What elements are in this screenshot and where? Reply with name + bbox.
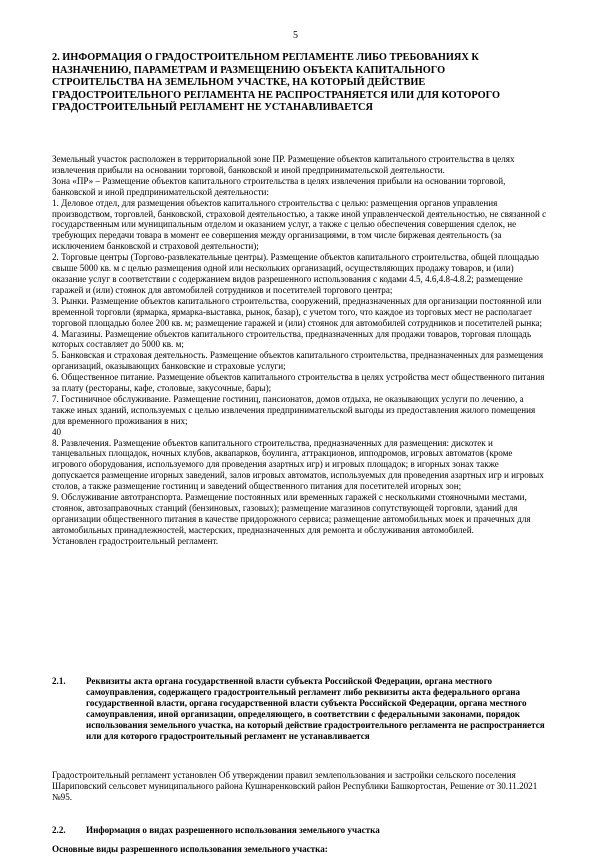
body-paragraph: 40 bbox=[52, 426, 62, 437]
subsection-2-1-body: Градостроительный регламент установлен Об утверждении правил землепользования и застройки сельского поселения Шариповский сельсовет муниципального района Кушнаренковский район Республики Башкортостан, Решение от 30.11.2021 №95. bbox=[52, 770, 538, 802]
body-paragraph: 4. Магазины. Размещение объектов капитального строительства, предназначенных для продажи товаров, торговая площадь которых составляет до 5000 кв. м; bbox=[52, 328, 532, 350]
body-paragraph: 5. Банковская и страховая деятельность. Размещение объектов капитального строительства, предназначенных для размещения организаций, оказывающих банковские и страховые услуги; bbox=[52, 350, 544, 372]
section-body bbox=[52, 154, 547, 547]
body-paragraph: 7. Гостиничное обслуживание. Размещение гостиниц, пансионатов, домов отдыха, не оказывающих услуги по лечению, а также иных зданий, используемых с целью извлечения предпринимательской выгоды из предоставления жилого помещения для временного проживания в них; bbox=[52, 393, 536, 426]
body-paragraph: Установлен градостроительный регламент. bbox=[52, 535, 219, 546]
subsection-number: 2.2. bbox=[52, 825, 66, 835]
subsection-title: Реквизиты акта органа государственной власти субъекта Российской Федерации, органа местного самоуправления, содержащего градостроительный регламент либо реквизиты акта федерального органа государственной власти, органа государственной власти субъекта Российской Федерации, органа местного самоуправления, иной организации, определяющего, в соответствии с федеральными законами, порядок использования земельного участка, на который действие градостроительного регламента не распространяется или для которого градостроительный регламент не устанавливается bbox=[86, 676, 545, 741]
page-number: 5 bbox=[293, 30, 298, 41]
main-uses-heading: Основные виды разрешенного использования земельного участка: bbox=[52, 844, 328, 854]
subsection-number: 2.1. bbox=[52, 676, 66, 686]
body-paragraph: 2. Торговые центры (Торгово-развлекательные центры). Размещение объектов капитального строительства, общей площадью свыше 5000 кв. м с целью размещения одной или нескольких организаций, осуществляющих продажу товаров, и (или) оказание услуг в соответствии с содержанием видов разрешенного использования с кодами 4.5, 4.6,4.8-4.8.2; размещение гаражей и (или) стоянок для автомобилей сотрудников и посетителей торгового центра; bbox=[52, 252, 539, 295]
subsection-title: Информация о видах разрешенного использования земельного участка bbox=[86, 825, 380, 835]
body-paragraph: 8. Развлечения. Размещение объектов капитального строительства, предназначенных для размещения: дискотек и танцевальных площадок, ночных клубов, аквапарков, боулинга, аттракционов, ипподромов, игровых автоматов (кроме игрового оборудования, используемого для проведения азартных игр) и игровых площадок; в игорных зонах также допускается размещение игорных заведений, залов игровых автоматов, используемых для проведения азартных игр и игровых столов, а также размещение гостиниц и заведений общественного питания для посетителей игорных зон; bbox=[52, 437, 544, 492]
body-paragraph: Зона «ПР» – Размещение объектов капитального строительства в целях извлечения прибыли на основании торговой, банковской и иной предпринимательской деятельности: bbox=[52, 175, 506, 197]
body-paragraph: Земельный участок расположен в территориальной зоне ПР. Размещение объектов капитального строительства в целях извлечения прибыли на основании торговой, банковской и иной предпринимательской деятельности. bbox=[52, 154, 515, 175]
body-paragraph: 1. Деловое отдел, для размещения объектов капитального строительства с целью: размещения органов управления производством, торговлей, банковской, страховой деятельностью, а также иной управленческой деятельностью, не связанной с государственным или муниципальным отделом и оказанием услуг, а также с целью обеспечения совершения сделок, не требующих передачи товара в момент ее совершения между организациями, в том числе биржевая деятельность (за исключением банковской и страховой деятельности); bbox=[52, 197, 547, 252]
body-paragraph: 3. Рынки. Размещение объектов капитального строительства, сооружений, предназначенных для организации постоянной или временной торговли (ярмарка, ярмарка-выставка, рынок, базар), с учетом того, что каждое из торговых мест не располагает торговой площадью более 200 кв. м; размещение гаражей и (или) стоянок для автомобилей сотрудников и посетителей рынка; bbox=[52, 295, 543, 328]
body-paragraph: 9. Обслуживание автотранспорта. Размещение постоянных или временных гаражей с несколькими стояночными местами, стоянок, автозаправочных станций (бензиновых, газовых); размещение магазинов сопутствующей торговли, зданий для организации общественного питания в качестве придорожного сервиса; размещение автомобильных моек и прачечных для автомобильных принадлежностей, мастерских, предназначенных для ремонта и обслуживания автомобилей. bbox=[52, 492, 531, 535]
section-heading: 2. ИНФОРМАЦИЯ О ГРАДОСТРОИТЕЛЬНОМ РЕГЛАМЕНТЕ ЛИБО ТРЕБОВАНИЯХ К НАЗНАЧЕНИЮ, ПАРАМЕТРАМ И РАЗМЕЩЕНИЮ ОБЪЕКТА КАПИТАЛЬНОГО СТРОИТЕЛЬСТВА НА ЗЕМЕЛЬНОМ УЧАСТКЕ, НА КОТОРЫЙ ДЕЙСТВИЕ ГРАДОСТРОИТЕЛЬНОГО РЕГЛАМЕНТА НЕ РАСПРОСТРАНЯЕТСЯ ИЛИ ДЛЯ КОТОРОГО ГРАДОСТРОИТЕЛЬНЫЙ РЕГЛАМЕНТ НЕ УСТАНАВЛИВАЕТСЯ bbox=[52, 52, 500, 114]
body-paragraph: 6. Общественное питание. Размещение объектов капитального строительства в целях устройства мест общественного питания за плату (рестораны, кафе, столовые, закусочные, бары); bbox=[52, 372, 545, 394]
